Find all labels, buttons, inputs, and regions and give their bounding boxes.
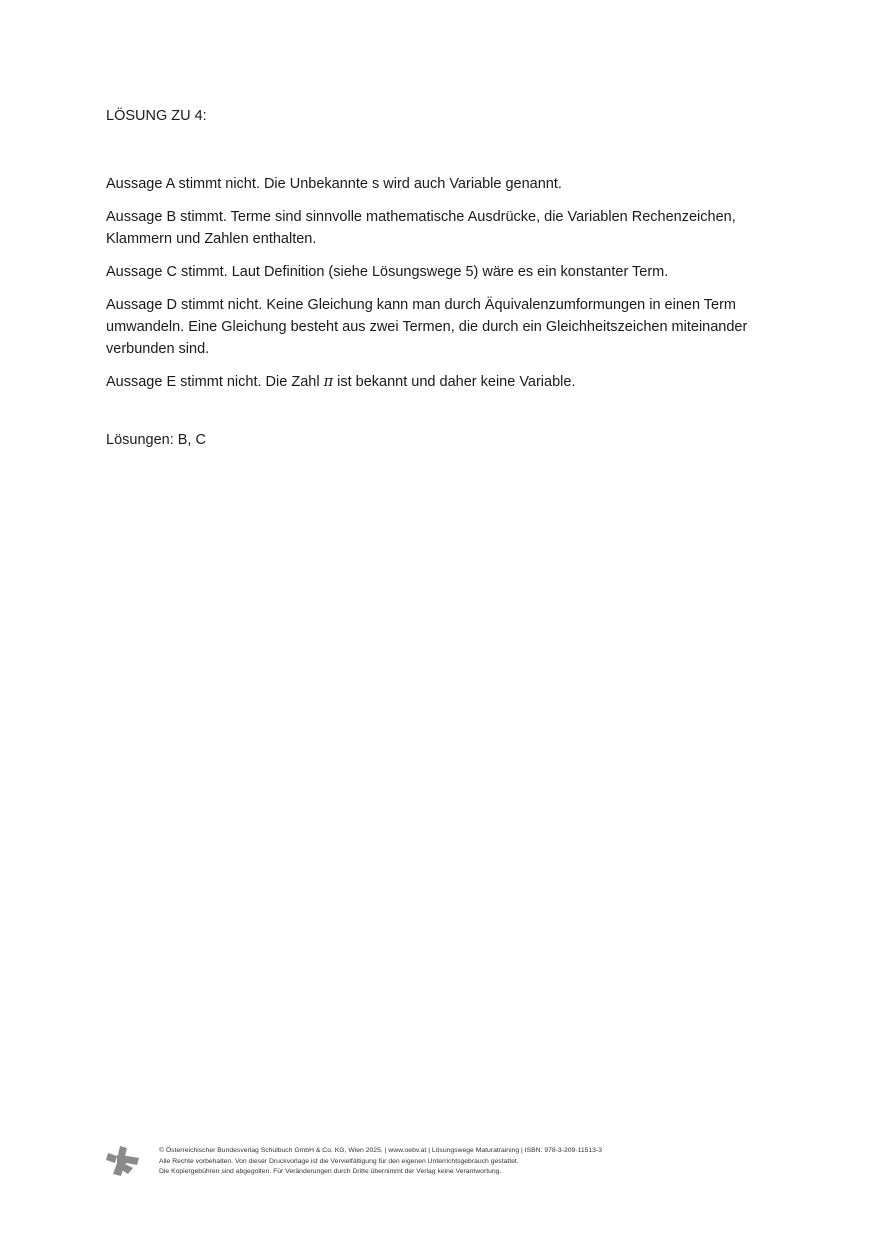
solution-heading: LÖSUNG ZU 4:	[106, 108, 207, 124]
rights-line: Alle Rechte vorbehalten. Von dieser Druckvorlage ist die Vervielfältigung für den eigenen Unterrichtsgebrauch gestattet.	[159, 1157, 519, 1165]
solution-content	[106, 105, 796, 451]
statement-c: Aussage C stimmt. Laut Definition (siehe Lösungswege 5) wäre es ein konstanter Term.	[106, 264, 669, 280]
statement-e-text-before: Aussage E stimmt nicht. Die Zahl	[106, 374, 324, 390]
copyright-notice	[159, 1146, 602, 1178]
statement-list	[106, 173, 796, 393]
page-footer	[106, 1144, 806, 1178]
statement-e	[106, 371, 796, 393]
publisher-star-logo-icon	[106, 1144, 140, 1178]
statement-e-text-after: ist bekannt und daher keine Variable.	[333, 374, 576, 390]
statement-a: Aussage A stimmt nicht. Die Unbekannte s wird auch Variable genannt.	[106, 176, 562, 192]
pi-symbol: π	[323, 374, 334, 390]
solution-result: Lösungen: B, C	[106, 432, 206, 448]
statement-d: Aussage D stimmt nicht. Keine Gleichung kann man durch Äquivalenzumformungen in einen Term umwandeln. Eine Gleichung besteht aus zwei Termen, die durch ein Gleichheitszeichen miteinander verbunden sind.	[106, 297, 748, 357]
copyright-line: © Österreichischer Bundesverlag Schulbuch GmbH & Co. KG, Wien 2025. | www.oebv.at | Lösungswege Maturatraining | ISBN: 978-3-209-11513-3	[159, 1147, 603, 1154]
statement-b: Aussage B stimmt. Terme sind sinnvolle mathematische Ausdrücke, die Variablen Rechenzeichen, Klammern und Zahlen enthalten.	[106, 209, 736, 247]
fees-line: Die Kopiergebühren sind abgegolten. Für Veränderungen durch Dritte übernimmt der Verlag keine Verantwortung.	[159, 1168, 502, 1175]
